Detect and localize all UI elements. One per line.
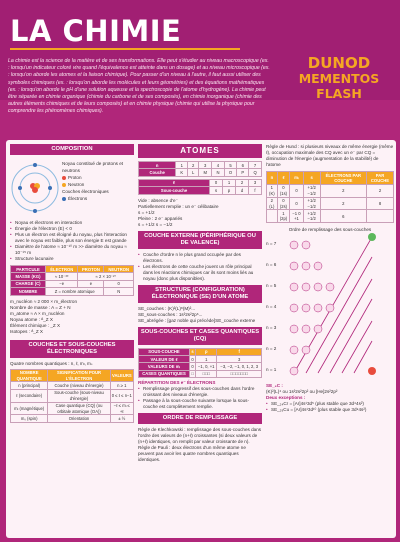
- section-title-couches: COUCHES ET SOUS-COUCHES ÉLECTRONIQUES: [10, 340, 134, 358]
- table-row: CASES QUANTIQUES □ □□□ □□□□□□□: [139, 370, 262, 377]
- electron-icon: [62, 197, 66, 201]
- subshell-table: [138, 179, 262, 195]
- level-label: n = 3: [266, 325, 277, 331]
- table-header: ÉLECTRON: [46, 266, 78, 273]
- table-header: s: [303, 172, 320, 185]
- electron-dot: [18, 186, 22, 190]
- table-header: PAR COUCHE: [366, 172, 393, 185]
- level-labels: [266, 233, 286, 380]
- table-row: VALEUR DE ℓ 0 1 3: [139, 356, 262, 363]
- table-row: Couche K L M N O P Q: [139, 169, 262, 176]
- formula-line: Élément chimique : _Z X: [10, 322, 61, 328]
- section-title-atomes: ATOMES: [138, 144, 262, 158]
- table-row: MASSE (KG) ≈ 10⁻³⁰ ≈ 2 × 10⁻²⁷: [11, 273, 134, 280]
- subshell-node: [302, 346, 310, 354]
- level-label: n = 1: [266, 367, 277, 373]
- brand-line-2: MEMENTOS FLASH: [298, 71, 380, 101]
- section-title-structure: STRUCTURE (CONFIGURATION) ÉLECTRONIQUE (SE) D'UN ATOME: [138, 285, 262, 303]
- electron-dot: [33, 163, 37, 167]
- section-title-ordre: ORDRE DE REMPLISSAGE: [138, 413, 262, 424]
- section-title-cases: SOUS-COUCHES ET CASES QUANTIQUES (CQ): [138, 327, 262, 345]
- repartition-title: RÉPARTITION DES e⁻ ÉLECTRONS: [138, 380, 216, 386]
- cases-table: [138, 348, 262, 379]
- formula-line: m_atome ≈ A × m_nucléon: [10, 310, 65, 316]
- quantum-numbers-intro: Quatre nombres quantiques : n, ℓ, mₗ, mₛ: [10, 360, 93, 366]
- table-row: mₛ (spin) Orientation ± ½: [11, 415, 134, 422]
- subshell-node: [290, 262, 298, 270]
- level-label: n = 6: [266, 262, 277, 268]
- legend-neutron: Neutron: [62, 181, 134, 188]
- subshell-node: [290, 283, 298, 291]
- table-header: mₗ: [290, 172, 303, 185]
- legend-electrons: Électrons: [62, 195, 134, 202]
- column-3: [266, 144, 394, 413]
- page-title: LA CHIMIE: [10, 14, 182, 48]
- list-item: • Structure lacunaire: [10, 256, 134, 262]
- brand-line-1: DUNOD: [307, 54, 371, 72]
- list-item: • Noyau et électrons en interaction: [10, 220, 134, 226]
- header: [0, 0, 400, 115]
- table-header: p: [196, 348, 217, 355]
- klechkowski-rule: Règle de Klechkowski : remplissage des sous-couches dans l'ordre des valeurs de (n+ℓ) croissantes (si deux valeurs de (n+ℓ) identiques, on remplit par valeur croissante de n).: [138, 427, 262, 445]
- table-row: ℓ (secondaire) Sous-couche (sous-niveau d'énergie) 0 ≤ ℓ ≤ n−1: [11, 389, 134, 402]
- subshell-node: [290, 325, 298, 333]
- subshell-node: [314, 262, 322, 270]
- formula-line: Nombre de masse : A = Z + N: [10, 304, 71, 310]
- atom-legend: [62, 160, 134, 202]
- pauli-rule: Règle de Pauli : deux électrons d'un même atome ne peuvent pas avoir les quatre nombres quantiques identiques.: [138, 445, 246, 463]
- proton-dot: [32, 187, 38, 193]
- table-row: CHARGE (C) −e e 0: [11, 280, 134, 287]
- table-header: VALEURS: [110, 369, 133, 382]
- subshell-node: [326, 304, 334, 312]
- table-header: f: [217, 348, 262, 355]
- se-carbon-label: SE_₆C :: [266, 383, 283, 389]
- level-label: n = 4: [266, 304, 277, 310]
- section-title-composition: COMPOSITION: [10, 144, 134, 155]
- vide-note: Vide : absence d'e⁻: [138, 197, 178, 203]
- filling-order-arrows: [288, 233, 392, 381]
- subshell-node: [290, 241, 298, 249]
- table-row: mₗ (magnétique) Case quantique (CQ) (ou orbitale atomique (OA)) −ℓ ≤ mₗ ≤ +ℓ: [11, 402, 134, 415]
- table-header: PARTICULE: [11, 266, 46, 273]
- examples-box: [266, 383, 394, 413]
- formulas: [10, 299, 134, 335]
- list-item: • Couche d'ordre n le plus grand occupée par des électrons.: [138, 252, 262, 264]
- section-title-couche-externe: COUCHE EXTERNE (PÉRIPHÉRIQUE OU DE VALENCE): [138, 231, 262, 249]
- quantum-table: [10, 369, 134, 423]
- formula-line: m_nucléon ≈ 2 000 × m_électron: [10, 298, 78, 304]
- table-header: SOUS-COUCHE: [139, 348, 190, 355]
- partiel-note: Partiellement remplie : un e⁻ célibataire: [138, 203, 219, 209]
- subshell-node: [314, 325, 322, 333]
- filling-order-label: Ordre de remplissage des sous-couches: [288, 227, 372, 233]
- subshell-node: [302, 304, 310, 312]
- exceptions-label: Deux exceptions :: [266, 395, 306, 401]
- brand-logo: [283, 54, 395, 101]
- column-1: [10, 144, 134, 423]
- neutron-icon: [62, 183, 66, 187]
- table-row: n 1 2 3 4 5 6 7: [139, 162, 262, 169]
- table-row: 1 (2p) −1 0 +1 +1/2 −1/2 6: [267, 210, 394, 223]
- subshell-node: [314, 283, 322, 291]
- table-header: ℓ: [277, 172, 290, 185]
- electron-dot: [48, 186, 52, 190]
- hund-rule: Règle de Hund : si plusieurs niveaux de même énergie (même ℓ), occupation maximale des CQ avec un e⁻ par CQ = diminution de l'énergie (augmentation de la stabilité) de l'atome: [266, 144, 394, 167]
- table-row: 1 (K) 0 (1s) 0 +1/2 −1/2 2 2: [267, 184, 394, 197]
- se-line: SE_couches : (K)²(L)⁸(M)²...: [138, 305, 196, 311]
- end-marker: [368, 233, 376, 241]
- level-label: n = 7: [266, 241, 277, 247]
- subshell-node: [302, 325, 310, 333]
- table-header: NOMBRE QUANTIQUE: [11, 369, 48, 382]
- table-row: n (principal) Couche (niveau d'énergie) n ≥ 1: [11, 382, 134, 389]
- subshell-node: [326, 283, 334, 291]
- filling-diagram: [266, 233, 394, 381]
- table-row: VALEURS DE mₗ 0 −1, 0, +1 −3, −2, −1, 0, 1, 2, 3: [139, 363, 262, 370]
- title-underline: [10, 48, 240, 50]
- subshell-node: [290, 346, 298, 354]
- list-item: • Plus un électron est éloigné du noyau, plus l'interaction avec le noyau est faible, plus son énergie E est grande: [10, 232, 134, 244]
- occupation-notes: [138, 198, 262, 228]
- legend-noyau: Noyau constitué de protons et neutrons: [62, 161, 124, 173]
- subshell-node: [302, 241, 310, 249]
- list-item: • Énergie de l'électron (E) < 0: [10, 226, 134, 232]
- table-row: 2 (L) 0 (2s) 0 +1/2 −1/2 2 8: [267, 197, 394, 210]
- level-label: n = 5: [266, 283, 277, 289]
- diagonal-arrow: [318, 279, 372, 373]
- list-item: • Les électrons de cette couche jouent un rôle principal dans les réactions chimiques car ils sont moins liés au noyau (donc plus disponibles).: [138, 264, 262, 282]
- table-row: NOMBRE Z = nombre atomique N: [11, 288, 134, 295]
- atom-diagram: [10, 158, 134, 220]
- diagonal-arrow: [306, 257, 372, 373]
- list-item: • Remplissage progressif des sous-couches dans l'ordre croissant des niveaux d'énergie.: [138, 386, 262, 398]
- shell-table: [138, 161, 262, 177]
- proton-icon: [62, 176, 66, 180]
- subshell-node: [314, 304, 322, 312]
- list-item: • SE_₂₄Cr = [Ar]4s¹3d⁵ (plus stable que 3d⁴4s²): [266, 401, 394, 407]
- list-item: • Passage à la sous-couche suivante lorsque la sous-couche est complètement remplie.: [138, 398, 262, 410]
- level-label: n = 2: [266, 346, 277, 352]
- spin-note: s = +1/2: [138, 209, 155, 215]
- particle-table: [10, 265, 134, 296]
- formula-line: Isotopes : ᴬ_Z X: [10, 328, 43, 334]
- intro-paragraph: La chimie est la science de la matière et de ses transformations. Elle peut s'étudier au niveau macroscopique (ex. : lorsqu'un indicateur coloré vire quand l'équivalence est atteinte dans un dosage) et au niveau microscopique (ex. : lorsqu'on aborde les atomes et la liaison chimique). Pour passer d'un niveau à l'autre, il faut aussi utiliser des symboles chimiques (ex. : lorsqu'on aborde les molécules et leurs géométries) et des équations mathématiques (ex. : lorsqu'on aborde le pH d'une solution aqueuse et la spectroscopie de l'atome d'hydrogène). La chimie peut être séparée en chimie organique (chimie du carbone et de ses composés), en chimie inorganique (chimie des autres éléments chimiques et de leurs composés) et en chimie physique (chimie qui utilise la physique pour comprendre les phénomènes chimiques).: [8, 58, 270, 115]
- se-carbon-value: (K)²(L)⁴ ou 1s²2s²2p² ou [He]2s²2p²: [266, 389, 338, 395]
- plein-note: Pleine : 2 e⁻ appariés: [138, 215, 183, 221]
- atom-illustration: [10, 158, 62, 218]
- electron-dot: [33, 209, 37, 213]
- list-item: • Diamètre de l'atome ≈ 10⁻¹⁰ m >> diamètre du noyau ≈ 10⁻¹⁵ m: [10, 244, 134, 256]
- composition-bullets: [10, 220, 134, 262]
- table-header: ÉLECTRONS PAR COUCHE: [320, 172, 366, 185]
- list-item: • SE_₂₉Cu = [Ar]4s¹3d¹⁰ (plus stable que 3d⁹4s²): [266, 407, 394, 413]
- subshell-node: [302, 262, 310, 270]
- table-row: ℓ 0 1 2 3: [139, 179, 262, 186]
- table-header: SIGNIFICATION POUR L'ÉLECTRON: [48, 369, 110, 382]
- se-line: SE_abrégée : [gaz noble qui précède]SE_couche externe: [138, 317, 256, 323]
- table-header: PROTON: [78, 266, 104, 273]
- table-header: n: [267, 172, 278, 185]
- legend-proton: Proton: [62, 174, 134, 181]
- table-header: NEUTRON: [104, 266, 134, 273]
- diagonal-arrow: [342, 321, 372, 373]
- legend-couches: Couches électroniques: [62, 189, 109, 194]
- subshell-node: [290, 304, 298, 312]
- hund-table: [266, 171, 394, 223]
- subshell-node: [302, 283, 310, 291]
- column-2: [138, 144, 262, 463]
- diagonal-arrow: [330, 299, 372, 373]
- table-row: Sous-couche s p d f: [139, 187, 262, 194]
- title-wrap: [10, 14, 280, 48]
- se-line: SE_sous-couches : 1s²2s²2p⁶...: [138, 311, 203, 317]
- start-marker: [368, 367, 376, 375]
- table-header: s: [191, 349, 194, 355]
- spin-pair-note: s = +1/2 s = −1/2: [138, 221, 173, 227]
- subshell-node: [290, 367, 298, 375]
- formula-line: Noyau atome : ᴬ_Z X: [10, 316, 53, 322]
